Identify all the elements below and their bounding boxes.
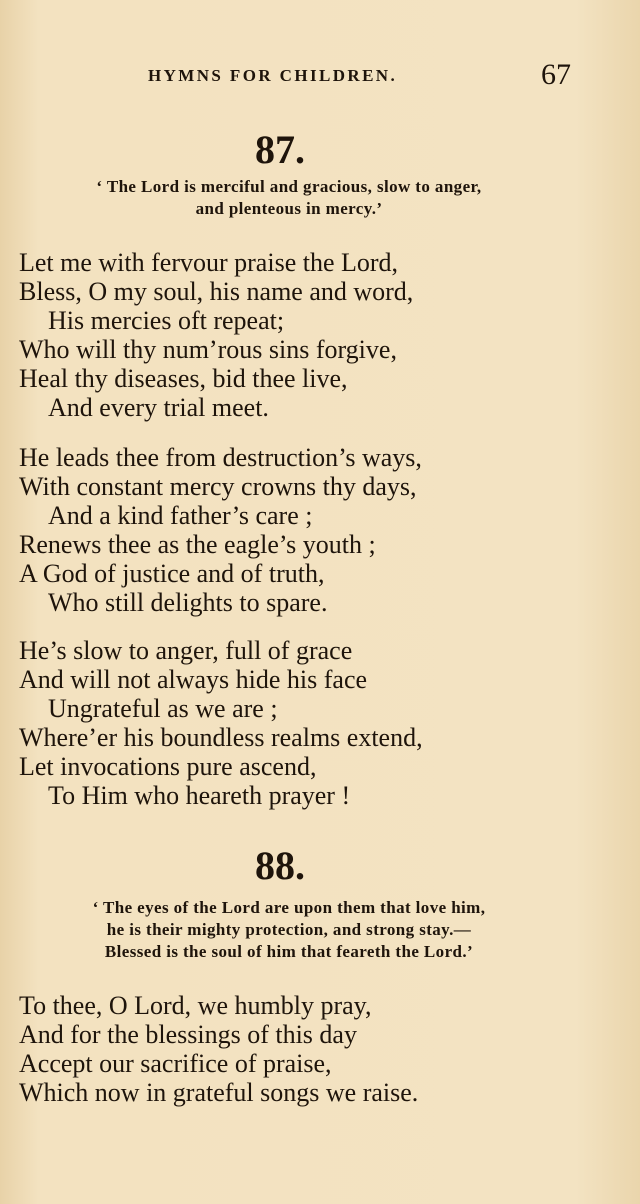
hymn-88-epigraph [16, 897, 562, 963]
verse-line: A God of justice and of truth, [19, 559, 325, 588]
hymn-number-87: 87. [255, 127, 305, 172]
hymn-87-stanza-2 [19, 443, 422, 617]
hymn-87-epigraph [16, 176, 562, 220]
verse-line: Bless, O my soul, his name and word, [19, 277, 414, 306]
verse-line: Accept our sacrifice of praise, [19, 1049, 332, 1078]
verse-line: And will not always hide his face [19, 665, 368, 694]
verse-line: And for the blessings of this day [19, 1020, 357, 1049]
verse-line: Let invocations pure ascend, [19, 752, 317, 781]
verse-line: To Him who heareth prayer ! [48, 781, 351, 810]
epigraph-line: Blessed is the soul of him that feareth the Lord.’ [104, 942, 474, 961]
verse-line: With constant mercy crowns thy days, [19, 472, 417, 501]
epigraph-line: ‘ The eyes of the Lord are upon them that love him, [92, 898, 486, 917]
verse-line: To thee, O Lord, we humbly pray, [19, 991, 372, 1020]
verse-line: Heal thy diseases, bid thee live, [19, 364, 348, 393]
verse-line: His mercies oft repeat; [48, 306, 285, 335]
verse-line: Where’er his boundless realms extend, [19, 723, 423, 752]
verse-line: Who still delights to spare. [48, 588, 328, 617]
hymn-number-88: 88. [255, 843, 305, 888]
verse-line: Who will thy num’rous sins forgive, [19, 335, 397, 364]
hymn-87-stanza-1 [19, 248, 413, 422]
verse-line: Renews thee as the eagle’s youth ; [19, 530, 376, 559]
running-head-title: HYMNS FOR CHILDREN. [148, 66, 398, 85]
epigraph-line: ‘ The Lord is merciful and gracious, slow to anger, [96, 177, 482, 196]
hymn-88-stanza-1 [19, 991, 418, 1107]
epigraph-line: he is their mighty protection, and strong stay.— [106, 920, 472, 939]
verse-line: And a kind father’s care ; [48, 501, 313, 530]
verse-line: Ungrateful as we are ; [48, 694, 278, 723]
page-number: 67 [541, 58, 571, 91]
verse-line: He’s slow to anger, full of grace [19, 636, 353, 665]
verse-line: Which now in grateful songs we raise. [19, 1078, 419, 1107]
epigraph-line: and plenteous in mercy.’ [195, 199, 383, 218]
verse-line: He leads thee from destruction’s ways, [19, 443, 422, 472]
verse-line: And every trial meet. [48, 393, 269, 422]
hymn-87-stanza-3 [19, 636, 423, 810]
verse-line: Let me with fervour praise the Lord, [19, 248, 399, 277]
